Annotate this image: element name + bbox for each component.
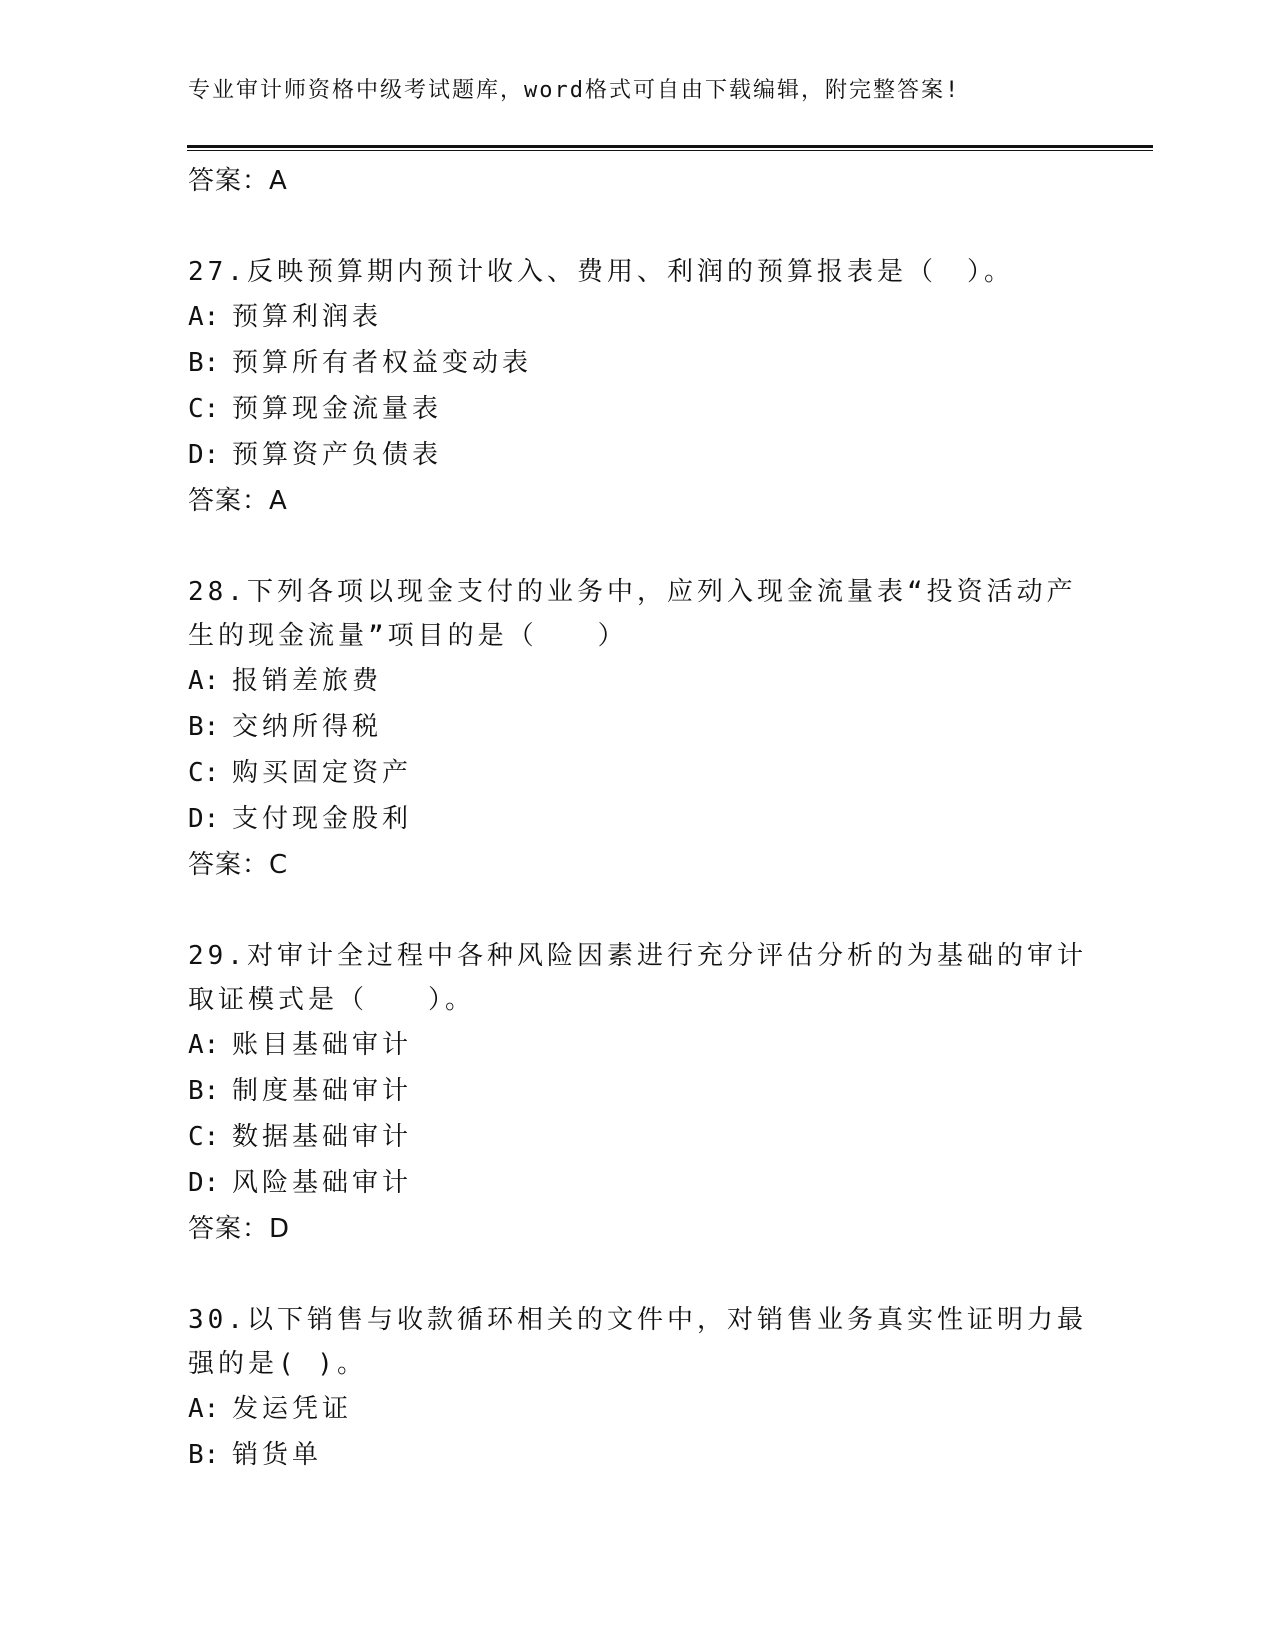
option-a [188,1022,1088,1068]
answer-line: 答案：C [188,850,289,880]
option-text: 销货单 [232,1440,323,1470]
document-header: 专业审计师资格中级考试题库，word格式可自由下载编辑，附完整答案! [188,78,961,103]
option-label: B: [188,1076,220,1106]
option-label: B: [188,348,220,378]
answer-line: 答案：A [188,486,288,516]
option-label: D: [188,440,220,470]
option-text: 账目基础审计 [232,1030,413,1060]
answer-line: 答案：D [188,1214,291,1244]
option-label: A: [188,666,220,696]
option-label: C: [188,1122,220,1152]
option-b [188,1432,1088,1478]
option-text: 预算所有者权益变动表 [232,348,533,378]
option-text: 预算现金流量表 [232,394,443,424]
option-text: 交纳所得税 [232,712,383,742]
option-b [188,704,1088,750]
question-29 [188,934,1088,1252]
question-28 [188,570,1088,888]
option-a [188,294,1088,340]
option-c [188,1114,1088,1160]
option-label: C: [188,758,220,788]
option-label: A: [188,1394,220,1424]
option-c [188,386,1088,432]
question-27 [188,250,1088,524]
option-label: B: [188,712,220,742]
option-text: 数据基础审计 [232,1122,413,1152]
question-30 [188,1298,1088,1478]
option-label: D: [188,804,220,834]
option-label: D: [188,1168,220,1198]
option-text: 预算利润表 [232,302,383,332]
option-text: 发运凭证 [232,1394,353,1424]
option-text: 购买固定资产 [232,758,413,788]
option-a [188,1386,1088,1432]
option-label: B: [188,1440,220,1470]
option-a [188,658,1088,704]
question-stem: 30.以下销售与收款循环相关的文件中，对销售业务真实性证明力最强的是( )。 [188,1305,1087,1379]
option-text: 支付现金股利 [232,804,413,834]
option-b [188,340,1088,386]
option-label: A: [188,302,220,332]
option-c [188,750,1088,796]
option-text: 预算资产负债表 [232,440,443,470]
option-text: 报销差旅费 [232,666,383,696]
option-text: 风险基础审计 [232,1168,413,1198]
question-stem: 29.对审计全过程中各种风险因素进行充分评估分析的为基础的审计取证模式是（ ）。 [188,941,1087,1015]
option-label: A: [188,1030,220,1060]
question-stem: 27.反映预算期内预计收入、费用、利润的预算报表是（ ）。 [188,257,1014,287]
header-rule-thin [187,150,1153,151]
option-label: C: [188,394,220,424]
header-rule-thick [187,145,1153,148]
answer-line: 答案：A [188,166,288,196]
option-d [188,796,1088,842]
option-b [188,1068,1088,1114]
option-d [188,1160,1088,1206]
option-d [188,432,1088,478]
option-text: 制度基础审计 [232,1076,413,1106]
question-content [188,158,1088,1478]
question-stem: 28.下列各项以现金支付的业务中，应列入现金流量表“投资活动产生的现金流量”项目的是（ ） [188,577,1077,651]
